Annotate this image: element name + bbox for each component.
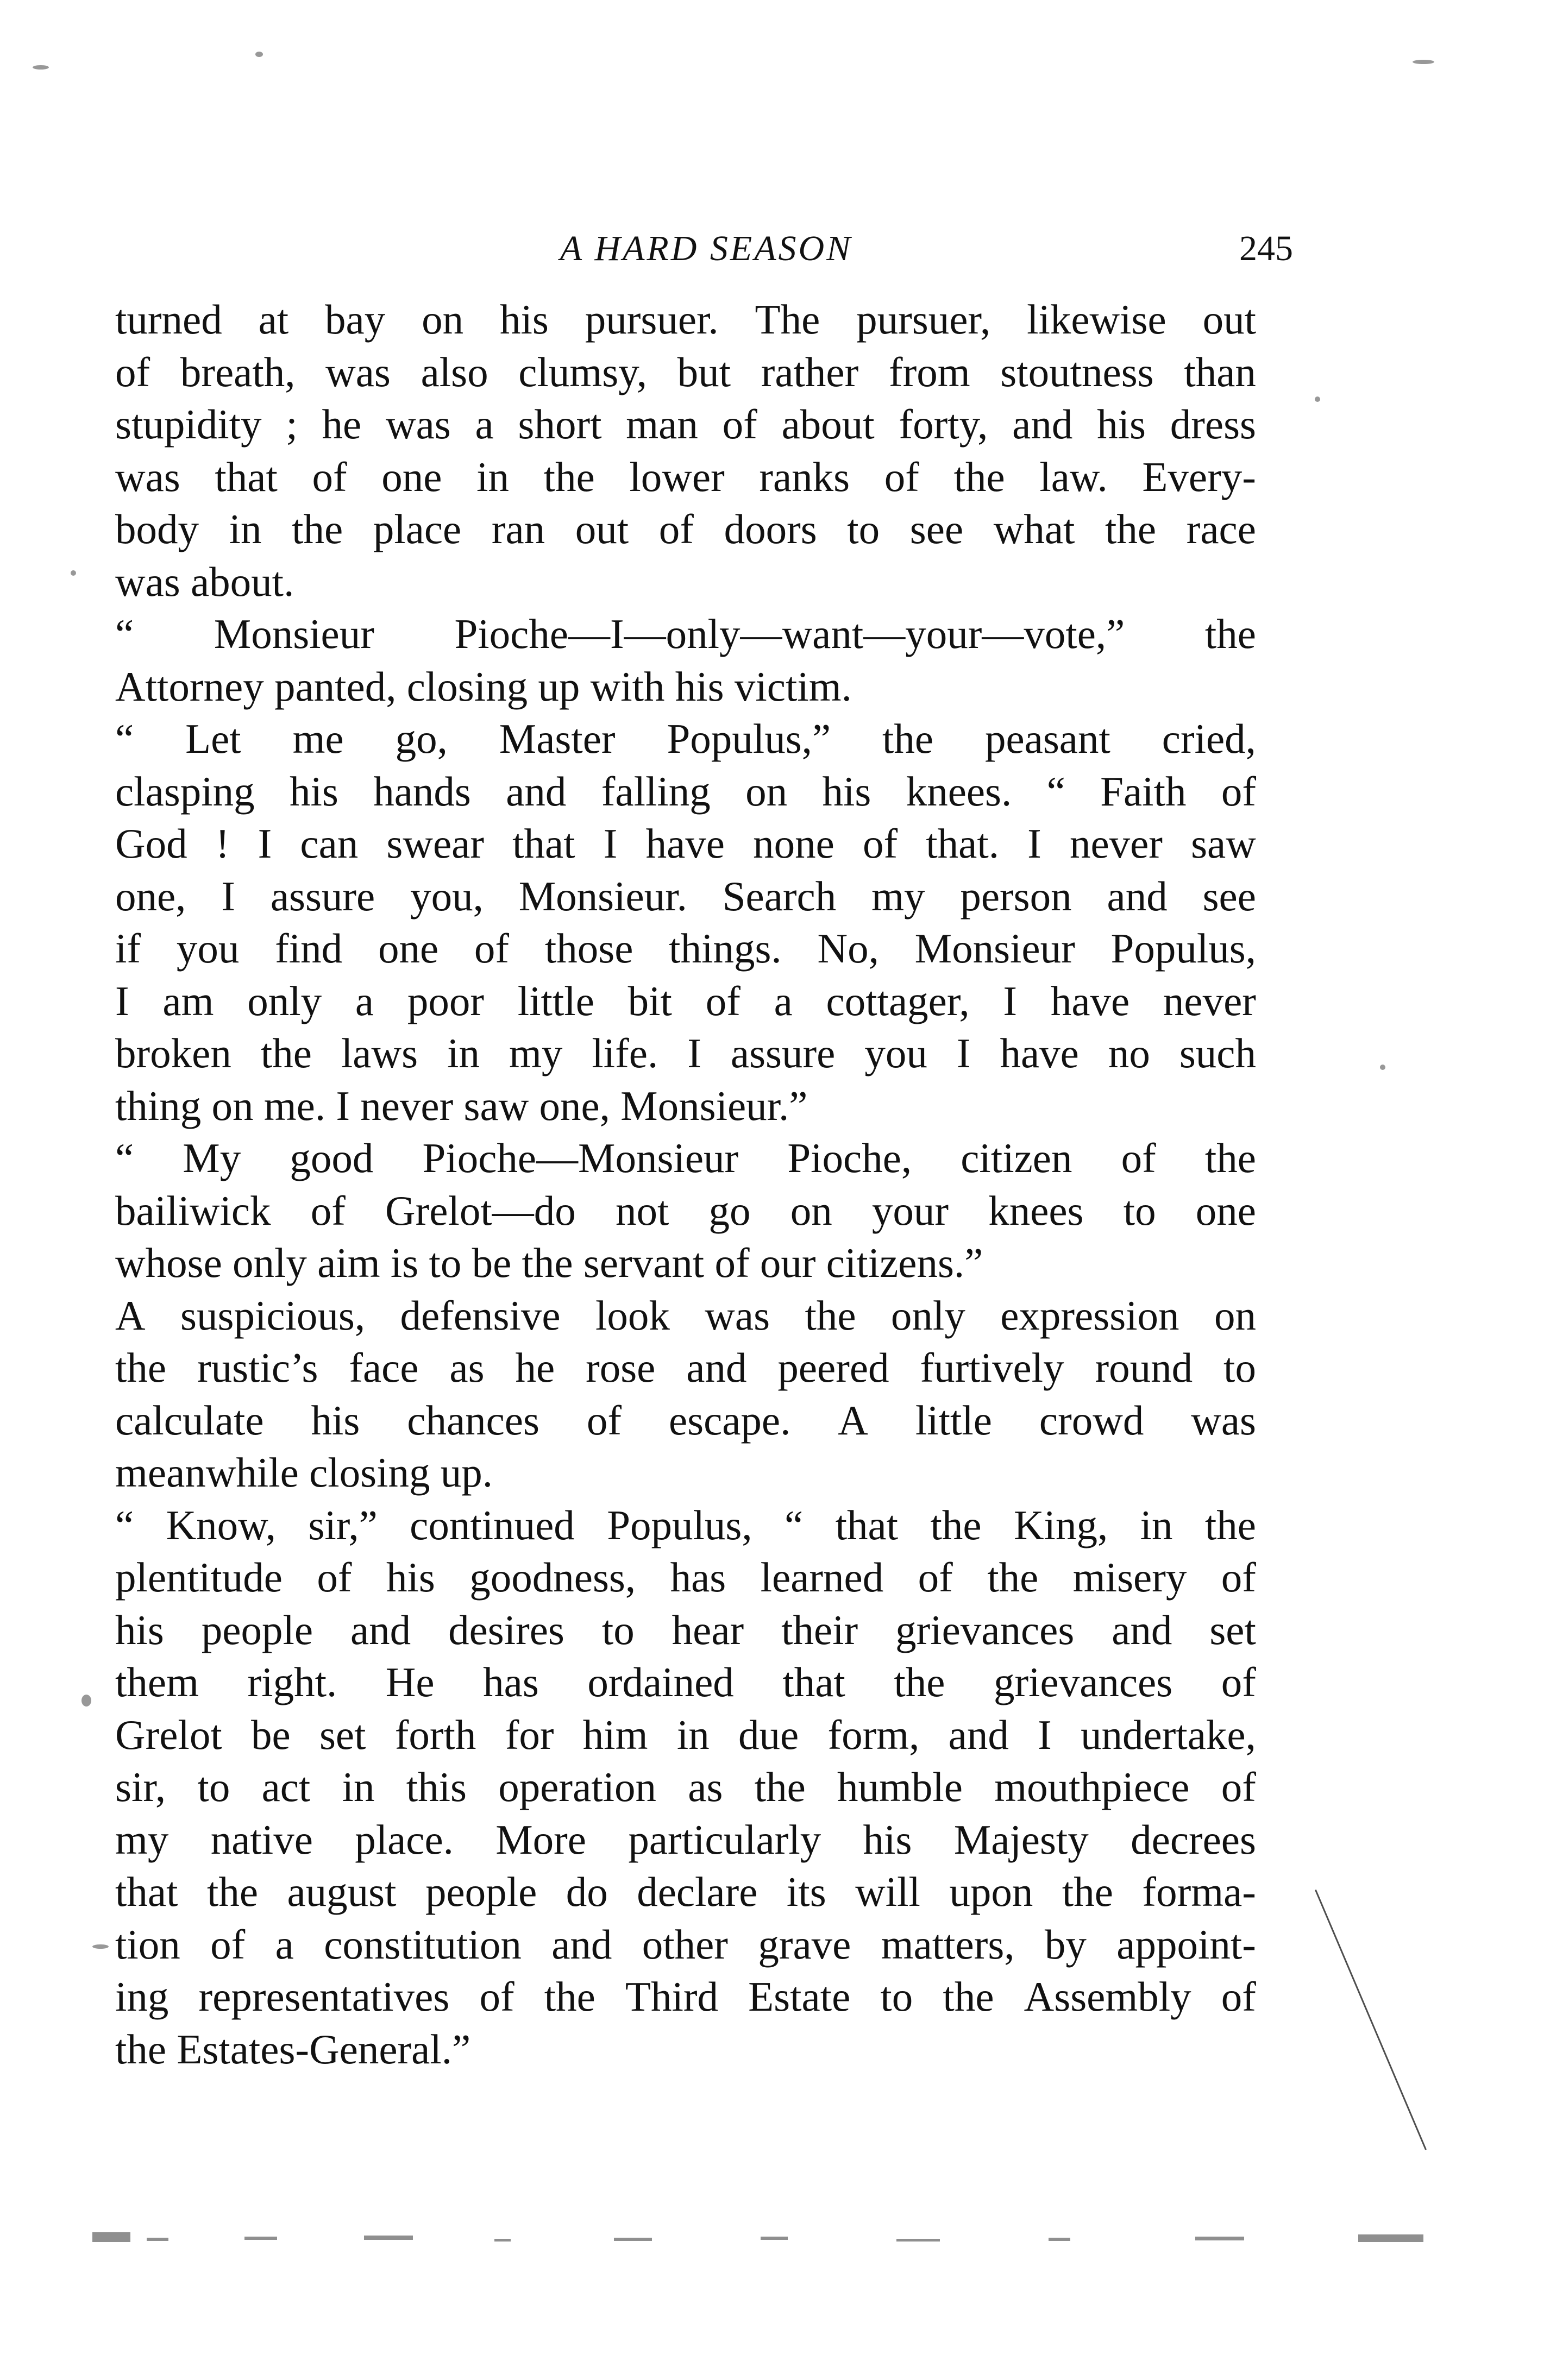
- text-line: sir, to act in this operation as the humble mouthpiece of: [115, 1764, 1256, 1810]
- text-line: whose only aim is to be the servant of our citizens.”: [115, 1239, 983, 1286]
- text-line: one, I assure you, Monsieur. Search my person and see: [115, 872, 1256, 920]
- scan-speck: [92, 1944, 109, 1949]
- text-line: was that of one in the lower ranks of the law. Every-: [115, 453, 1256, 500]
- text-line: tion of a constitution and other grave matters, by appoint-: [115, 1921, 1256, 1968]
- text-line: that the august people do declare its will upon the forma-: [115, 1868, 1256, 1915]
- text-line: ing representatives of the Third Estate to the Assembly of: [115, 1973, 1256, 2020]
- text-line: stupidity ; he was a short man of about forty, and his dress: [115, 401, 1256, 448]
- text-line: turned at bay on his pursuer. The pursuer, likewise out: [115, 296, 1256, 343]
- text-line: A suspicious, defensive look was the only expression on: [115, 1292, 1256, 1339]
- text-line: of breath, was also clumsy, but rather from stoutness than: [115, 348, 1256, 395]
- text-line: them right. He has ordained that the grievances of: [115, 1659, 1256, 1705]
- scan-speck: [1413, 60, 1434, 64]
- page-number: 245: [1239, 229, 1293, 268]
- text-line: plentitude of his goodness, has learned of the misery of: [115, 1554, 1256, 1601]
- text-line: my native place. More particularly his Majesty decrees: [115, 1816, 1256, 1863]
- text-line: Grelot be set forth for him in due form, and I undertake,: [115, 1711, 1256, 1758]
- text-line: the rustic’s face as he rose and peered furtively round to: [115, 1344, 1256, 1391]
- scan-speck: [33, 65, 49, 70]
- text-line: “ Know, sir,” continued Populus, “ that the King, in the: [115, 1501, 1256, 1548]
- text-line: the Estates-General.”: [115, 2025, 471, 2073]
- body-text: [115, 293, 1256, 2075]
- text-line: was about.: [115, 558, 294, 605]
- text-line: meanwhile closing up.: [115, 1449, 493, 1496]
- text-line: God ! I can swear that I have none of that. I never saw: [115, 820, 1256, 867]
- text-line: Attorney panted, closing up with his victim.: [115, 663, 852, 710]
- text-line: calculate his chances of escape. A little crowd was: [115, 1396, 1256, 1444]
- text-line: broken the laws in my life. I assure you I have no such: [115, 1030, 1256, 1076]
- text-line: “ Let me go, Master Populus,” the peasant cried,: [115, 715, 1256, 762]
- stray-pen-line: [1315, 1890, 1427, 2150]
- text-line: clasping his hands and falling on his knees. “ Faith of: [115, 767, 1256, 815]
- text-line: “ My good Pioche—Monsieur Pioche, citizen of the: [115, 1135, 1256, 1181]
- scan-noise-graphic: [81, 2221, 1472, 2254]
- text-line: body in the place ran out of doors to see what the race: [115, 506, 1256, 552]
- text-line: thing on me. I never saw one, Monsieur.”: [115, 1082, 808, 1129]
- running-head: [114, 228, 1298, 277]
- scan-speck: [1315, 396, 1320, 402]
- scan-speck: [71, 570, 76, 576]
- running-title: A HARD SEASON: [560, 229, 853, 268]
- text-line: “ Monsieur Pioche—I—only—want—your—vote,” the: [115, 610, 1256, 657]
- text-line: if you find one of those things. No, Monsieur Populus,: [115, 925, 1256, 972]
- scan-noise-strip: [81, 2221, 1472, 2254]
- scan-speck: [255, 52, 263, 57]
- text-line: his people and desires to hear their grievances and set: [115, 1606, 1256, 1653]
- scan-speck: [1380, 1065, 1385, 1070]
- text-line: bailiwick of Grelot—do not go on your knees to one: [115, 1187, 1256, 1234]
- text-line: I am only a poor little bit of a cottager, I have never: [115, 977, 1256, 1024]
- scan-speck: [81, 1695, 91, 1707]
